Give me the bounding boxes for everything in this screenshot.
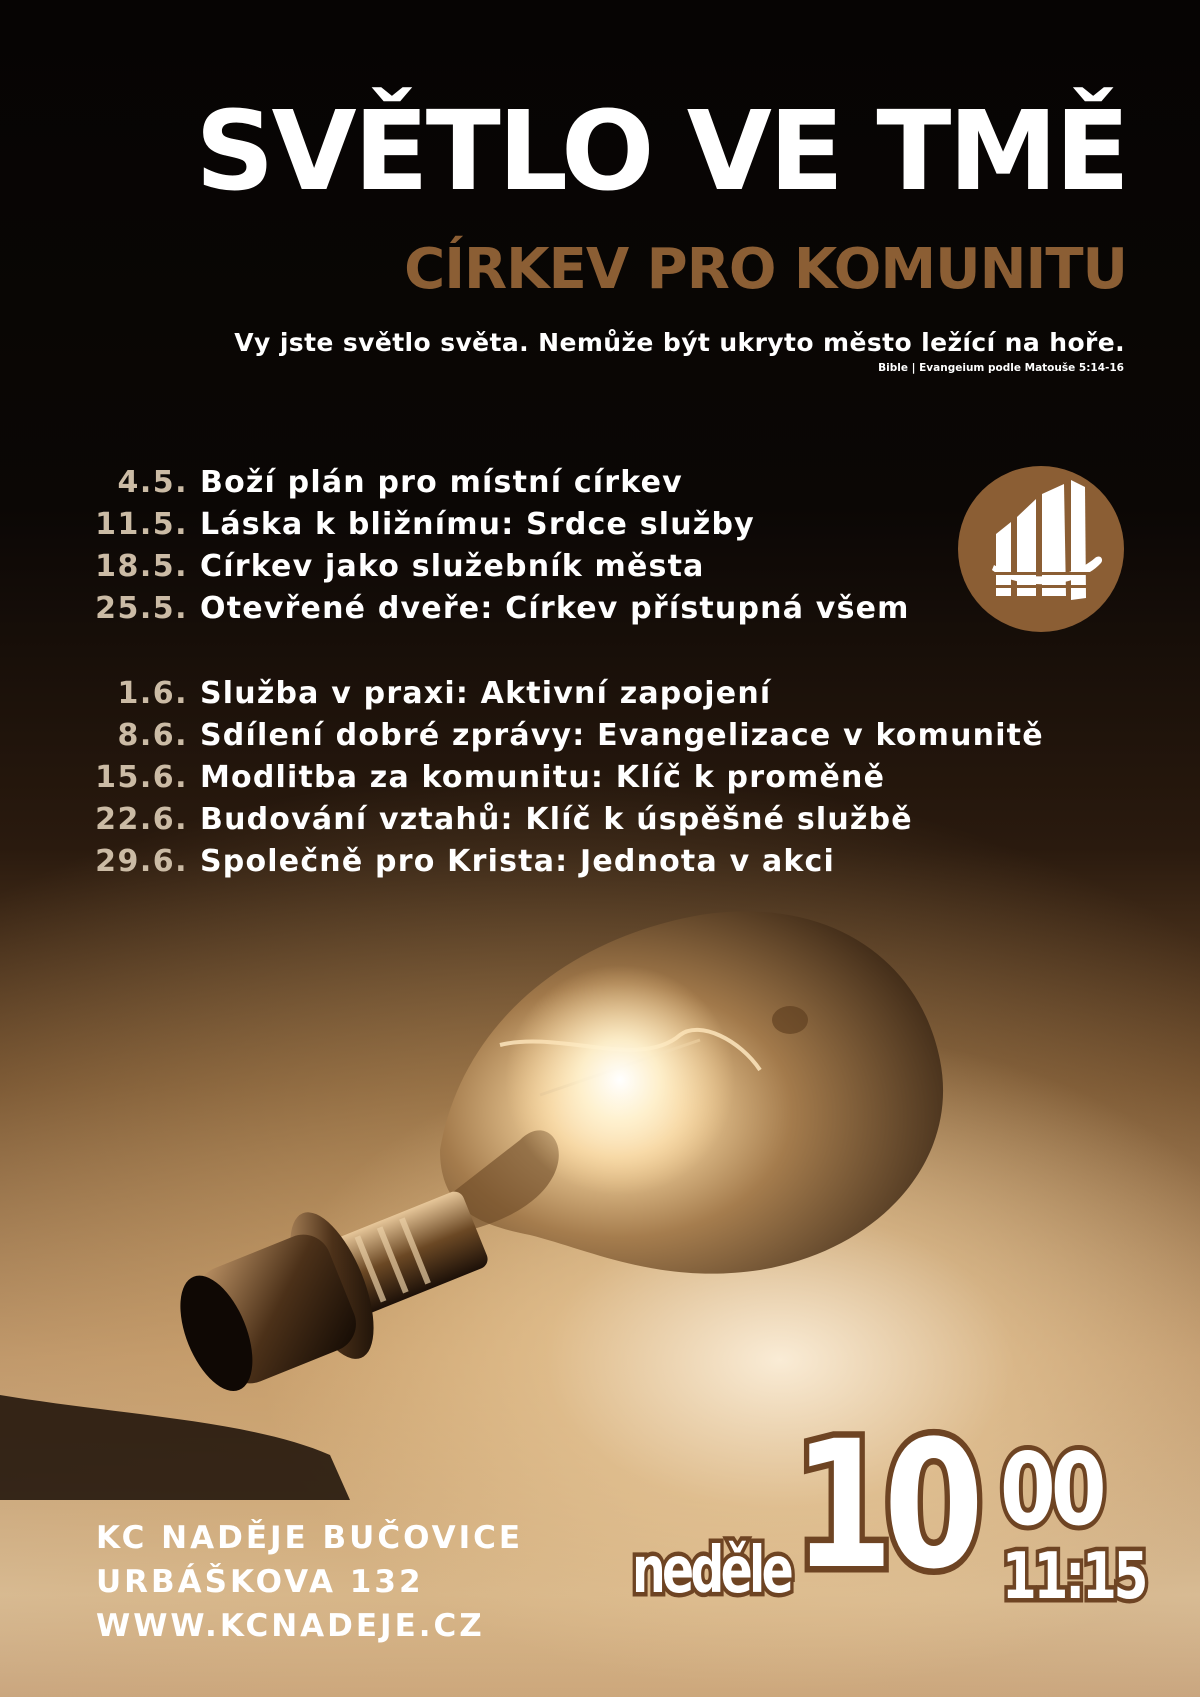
service-hour: 10 (793, 1403, 975, 1608)
schedule-date: 25.5. (95, 591, 188, 626)
address-block (96, 1516, 523, 1648)
schedule-date: 15.6. (95, 760, 188, 795)
schedule-date: 8.6. (117, 718, 188, 753)
schedule-topic: Sdílení dobré zprávy: Evangelizace v komunitě (200, 718, 1044, 753)
street-address: URBÁŠKOVA 132 (96, 1564, 424, 1600)
service-day: neděle (632, 1534, 791, 1608)
schedule-row (0, 841, 1200, 883)
bible-verse: Vy jste světlo světa. Nemůže být ukryto město ležící na hoře. (234, 328, 1125, 357)
light-bulb-illustration (0, 880, 1200, 1500)
schedule-date: 29.6. (95, 844, 188, 879)
schedule-topic: Boží plán pro místní církev (200, 465, 683, 500)
poster-title: SVĚTLO VE TMĚ (195, 87, 1127, 215)
schedule-row (0, 715, 1200, 757)
poster-subtitle: CÍRKEV PRO KOMUNITU (404, 237, 1127, 302)
schedule-topic: Modlitba za komunitu: Klíč k proměně (200, 760, 886, 795)
bible-verse-reference: Bible | Evangeium podle Matouše 5:14-16 (878, 362, 1124, 374)
schedule-topic: Budování vztahů: Klíč k úspěšné službě (200, 802, 913, 837)
service-minutes: 00 (1000, 1431, 1102, 1548)
second-service-time: 11:15 (1002, 1540, 1146, 1614)
church-building-logo-icon (958, 466, 1124, 632)
schedule-date: 1.6. (117, 676, 188, 711)
schedule-date: 22.6. (95, 802, 188, 837)
schedule-topic: Otevřené dveře: Církev přístupná všem (200, 591, 910, 626)
schedule-date: 11.5. (95, 507, 188, 542)
schedule-row (0, 673, 1200, 715)
schedule-date: 18.5. (95, 549, 188, 584)
website-link[interactable]: WWW.KCNADEJE.CZ (96, 1608, 485, 1644)
schedule-topic: Společně pro Krista: Jednota v akci (200, 844, 836, 879)
schedule-topic: Církev jako služebník města (200, 549, 705, 584)
schedule-row (0, 757, 1200, 799)
schedule-topic: Láska k bližnímu: Srdce služby (200, 507, 755, 542)
schedule-row (0, 799, 1200, 841)
schedule-date: 4.5. (117, 465, 188, 500)
schedule-topic: Služba v praxi: Aktivní zapojení (200, 676, 772, 711)
venue-name: KC NADĚJE BUČOVICE (96, 1520, 524, 1556)
